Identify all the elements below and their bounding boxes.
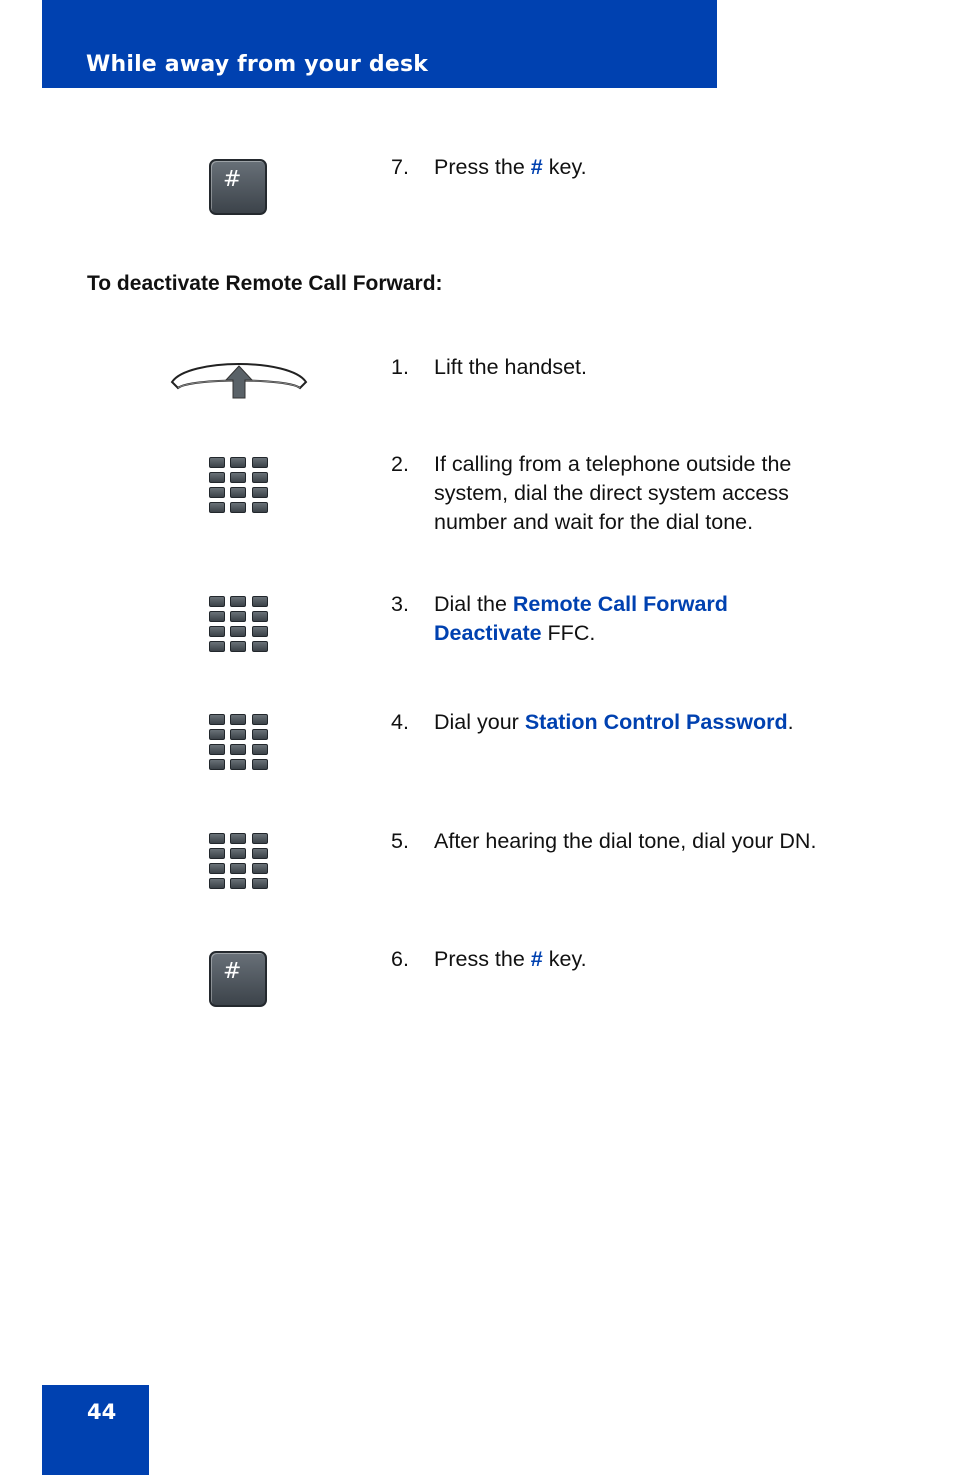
page-number-box: [42, 1385, 149, 1475]
step-text: If calling from a telephone outside the system, dial the direct system access number and wait for the dial tone.: [434, 452, 792, 534]
hash-key-icon: #: [209, 159, 267, 215]
step-text: Dial the Remote Call Forward Deactivate FFC.: [434, 592, 728, 645]
step-number: 5.: [391, 829, 409, 853]
step-number: 6.: [391, 947, 409, 971]
step-number: 3.: [391, 592, 409, 616]
header-title: While away from your desk: [86, 52, 429, 77]
step-text: After hearing the dial tone, dial your DN.: [434, 829, 817, 853]
keypad-icon: [209, 596, 269, 654]
keypad-icon: [209, 714, 269, 772]
keypad-icon: [209, 833, 269, 891]
keypad-icon: [209, 457, 269, 515]
section-heading: To deactivate Remote Call Forward:: [87, 272, 443, 295]
step-number: 7.: [391, 155, 409, 179]
page-header: [42, 0, 717, 88]
hash-key-icon: #: [209, 951, 267, 1007]
step-text: Dial your Station Control Password.: [434, 710, 794, 734]
step-text: Press the # key.: [434, 947, 587, 971]
step-number: 1.: [391, 355, 409, 379]
step-text: Press the # key.: [434, 155, 587, 179]
handset-lift-icon: [168, 352, 310, 402]
page-number: 44: [87, 1400, 117, 1424]
step-text: Lift the handset.: [434, 355, 587, 379]
step-number: 4.: [391, 710, 409, 734]
step-number: 2.: [391, 452, 409, 476]
